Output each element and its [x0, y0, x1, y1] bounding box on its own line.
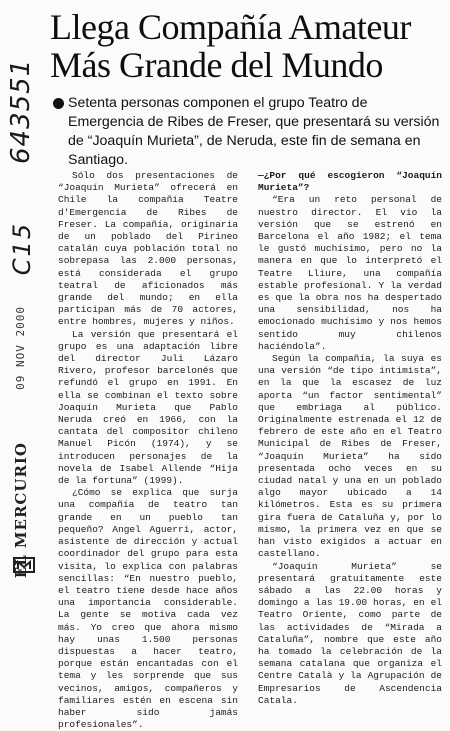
paragraph: Según la compañía, la suya es una versión “de tipo intimista”, en la que la escasez de luz aporta “un factor sentimental” que embriaga al público. Originalmente estrenada el 12 de febrero de este año en el Teatro Municipal de Ribes de Freser, “Joaquín Murieta” ha sido presentada ocho veces en su ciudad natal y una en un poblado algo mayor ubicado a 14 kilómetros. Esta es su primera gira fuera de Cataluña y, por lo mismo, la primera vez en que se han visto exigidos a actuar en castellano.	[258, 353, 442, 560]
paragraph: “Joaquín Murieta” se presentará gratuitamente este sábado a las 22.00 horas y domingo a las 19.00 horas, en el Teatro Oriente, como parte de las actividades de “Mirada a Cataluña”, nombre que este año ha tomado la celebración de la semana catalana que organiza el Centre Català y la Agrupación de Empresarios de Ascendencia Catala.	[258, 560, 442, 706]
handwritten-archive-number: 643551	[6, 58, 36, 164]
newspaper-logo-icon	[13, 556, 35, 574]
handwritten-page-mark: C15	[8, 222, 36, 276]
article-headline: Llega Compañía Amateur Más Grande del Mundo	[50, 7, 411, 85]
article-lead: Setenta personas componen el grupo Teatro de Emergencia de Ribes de Freser, que presentará su versión de “Joaquín Murieta”, de Neruda, este fin de semana en Santiago.	[68, 95, 440, 168]
article-column-left	[58, 170, 238, 731]
interview-question: —¿Por qué escogieron “Joaquín Murieta”?	[258, 170, 442, 194]
paragraph: Sólo dos presentaciones de “Joaquín Murieta” ofrecerá en Chile la compañía Teatre d'Emergencia de Ribes de Freser. La compañía, originaria de un poblado del Pirineo catalán cuya población total no sobrepasa las 2.000 personas, está considerada el grupo teatral de aficionados más grande del mundo; en ella participan más de 70 actores, entre hombres, mujeres y niños.	[58, 170, 238, 328]
date-stamp: 09 NOV 2000	[14, 306, 27, 390]
clipping-margin	[0, 0, 46, 600]
article-column-right	[258, 170, 442, 707]
paragraph: La versión que presentará el grupo es una adaptación libre del director Juli Lázaro Rivero, profesor barcelonés que refundó el grupo en 1991. En ella se combinan el texto sobre Joaquín Murieta que Pablo Neruda creó en 1966, con la cantata del compositor chileno Manuel Picón (1974), y se introducen personajes de la novela de Isabel Allende “Hija de la fortuna” (1999).	[58, 328, 238, 487]
paragraph: ¿Cómo se explica que surja una compañía de teatro tan grande en un pueblo tan pequeño? Angel Aguerri, actor, asistente de dirección y actual coordinador del grupo para esta visita, lo explica con palabras sencillas: “En nuestro pueblo, el teatro tiene desde hace años una importancia considerable. La gente se motiva cada vez más. Yo creo que ahora mismo hay unas 1.500 personas dispuestas a hacer teatro, porque están encantadas con el tema y les sorprende que sus vecinos, amigos, compañeros y familiares estén en escena sin haber sido jamás profesionales”.	[58, 487, 238, 731]
lead-bullet-icon	[53, 98, 64, 109]
paragraph: “Era un reto personal de nuestro director. El vio la versión que se estrenó en Barcelona el año 1982; el tema le gustó muchísimo, pero no la manera en que lo interpretó el Teatre Lliure, una compañía estable profesional. Y la verdad es que la obra nos ha despertado una sensibilidad, nos ha emocionado muchísimo y nos hemos sentido muy chilenos haciéndola”.	[258, 194, 442, 352]
source-newspaper-name: EL MERCURIO	[12, 442, 30, 579]
